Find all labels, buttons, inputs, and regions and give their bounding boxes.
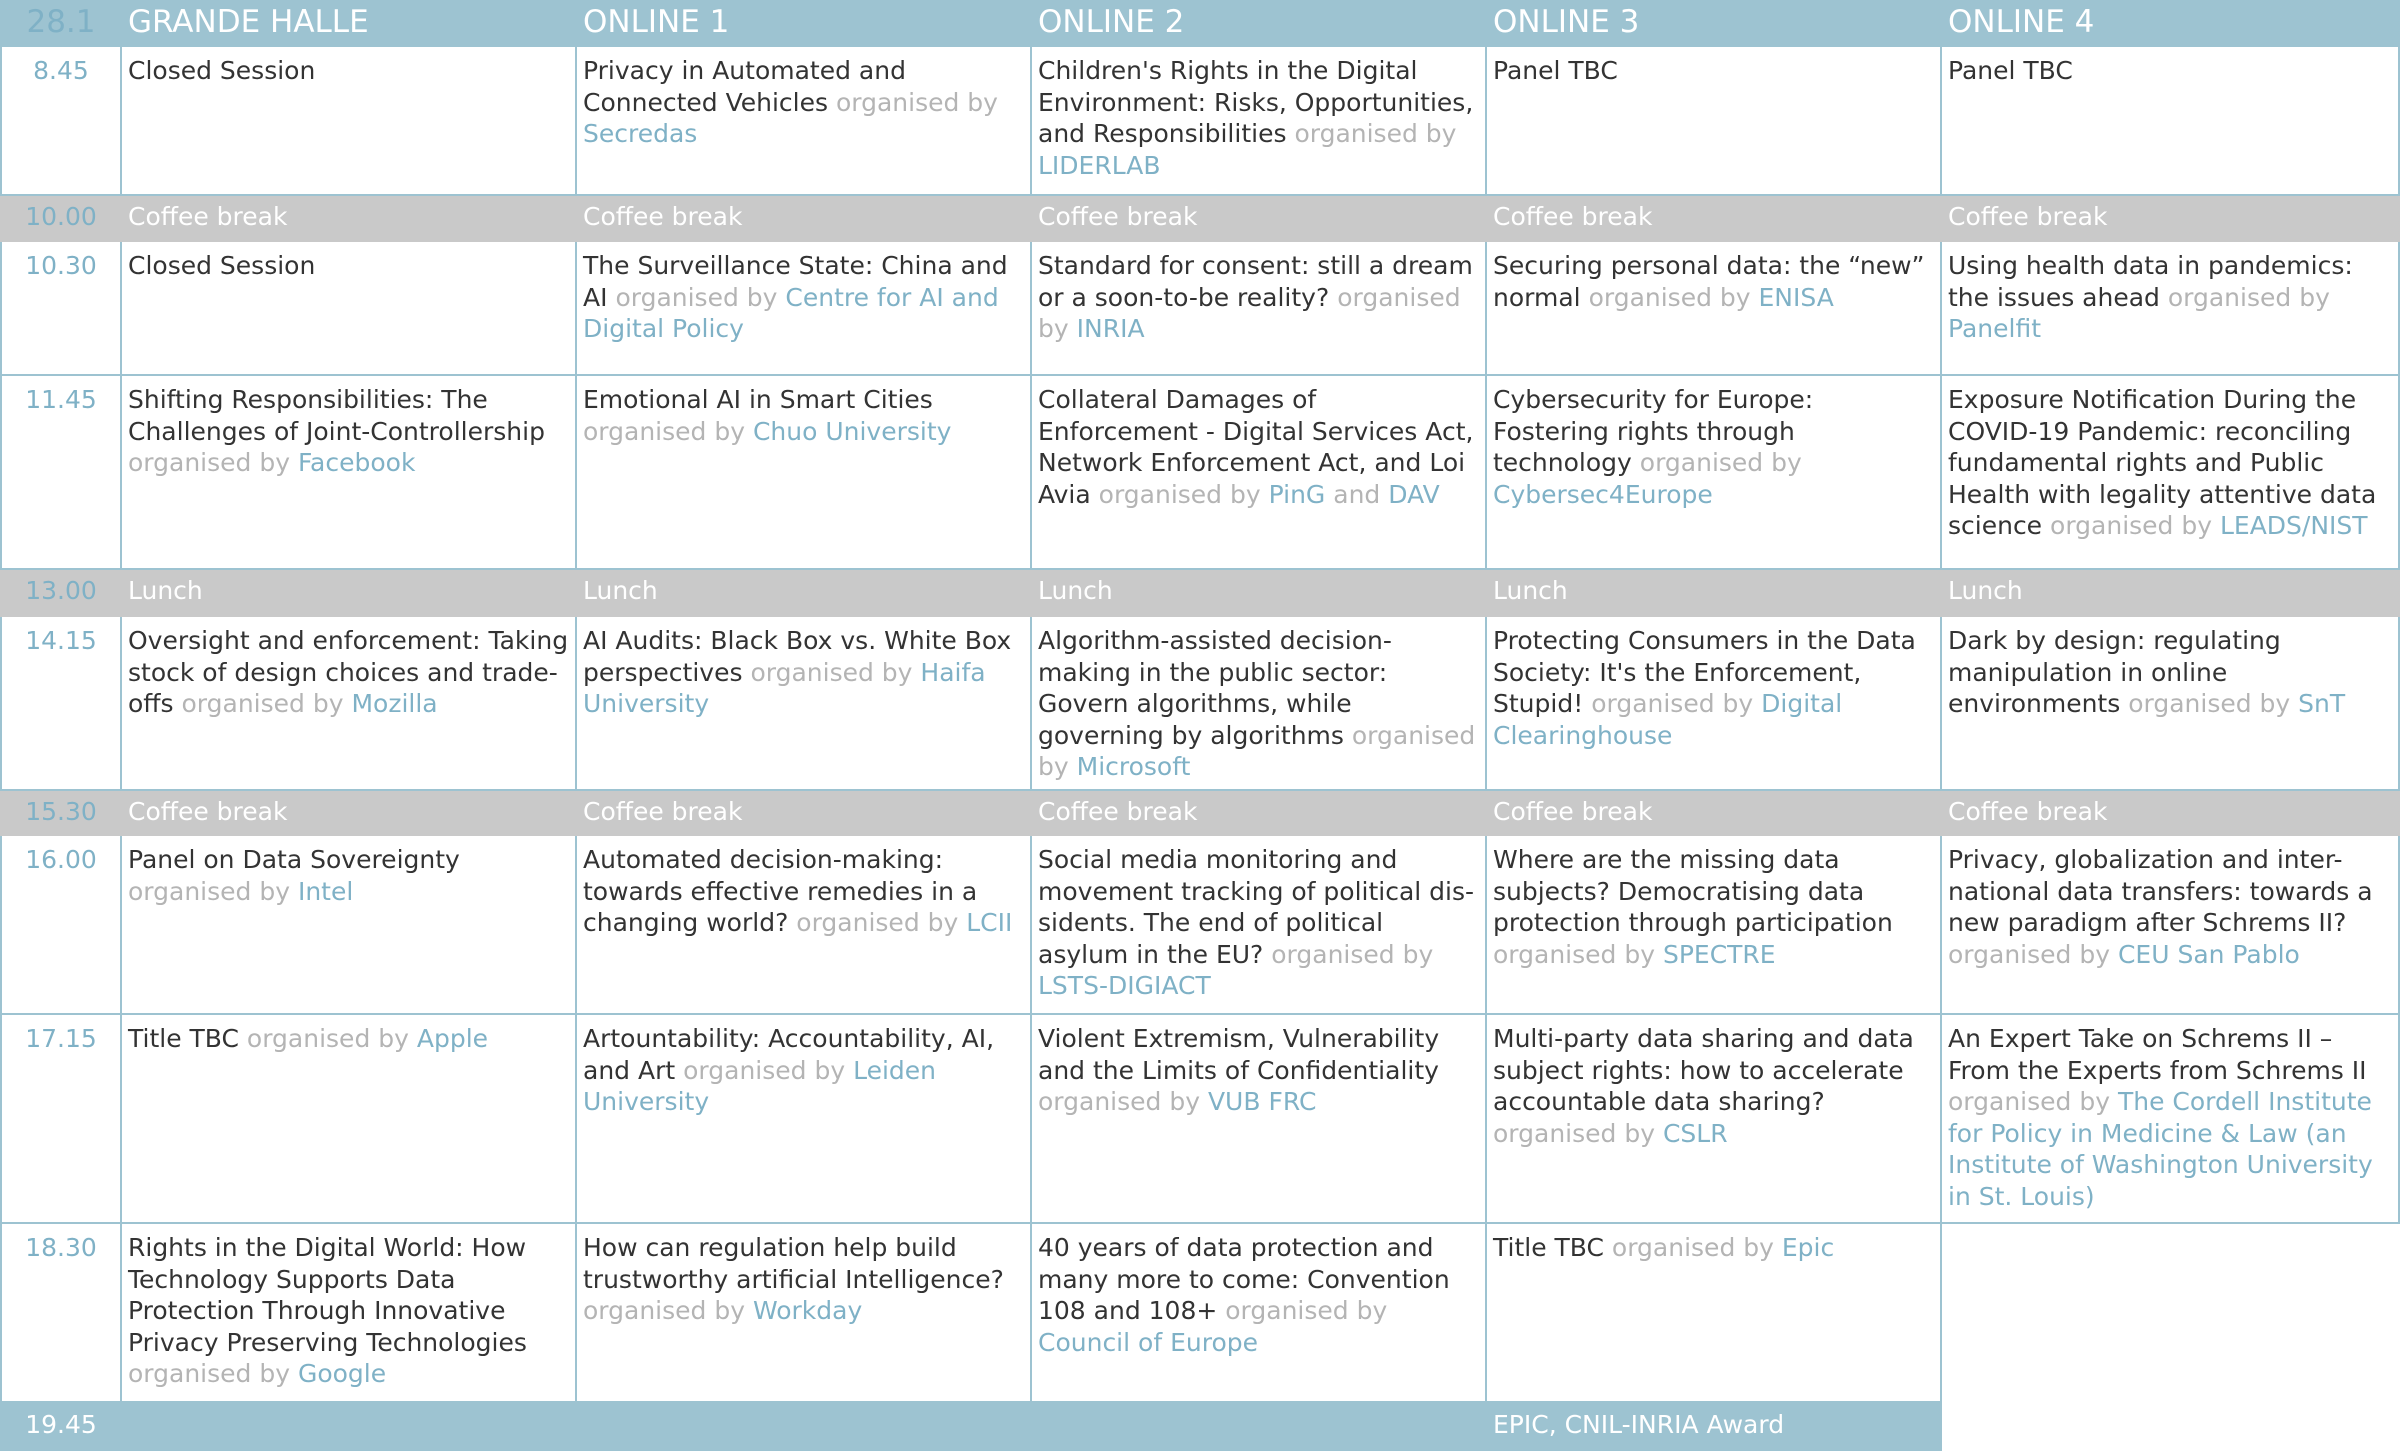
header-room-online-4: ONLINE 4 bbox=[1942, 0, 2400, 47]
organised-by-label: organised by bbox=[1271, 939, 1434, 969]
break-label-grande-halle: Lunch bbox=[122, 570, 577, 617]
organised-by-label: organised by bbox=[1038, 1087, 1200, 1116]
session-online-2 bbox=[1032, 617, 1487, 791]
organiser-name: Facebook bbox=[297, 448, 416, 477]
break-label-online-3: Coffee break bbox=[1487, 196, 1942, 242]
organiser-name: Haifa University bbox=[583, 657, 986, 718]
organiser-name: LSTS-DIGIACT bbox=[1038, 971, 1211, 1000]
organised-by-label: organised by bbox=[2050, 511, 2213, 540]
session-title: Panel on Data Sovereignty bbox=[128, 845, 460, 874]
organiser-name: Workday bbox=[752, 1296, 863, 1325]
session-online-4 bbox=[1942, 617, 2400, 791]
organised-by-label: organised by bbox=[835, 87, 998, 117]
organiser-name: CEU San Pablo bbox=[2117, 939, 2300, 969]
session-title: Securing personal data: the “new” normal bbox=[1493, 251, 1925, 312]
session-time: 18.30 bbox=[0, 1224, 122, 1403]
break-label-online-3: Coffee break bbox=[1487, 791, 1942, 836]
organised-by-label: organised by bbox=[181, 689, 344, 718]
break-label-online-4: Coffee break bbox=[1942, 196, 2400, 242]
header-room-grande-halle: GRANDE HALLE bbox=[122, 0, 577, 47]
session-title: Shifting Responsibilities: The Challenges of Joint-Controllership bbox=[128, 385, 545, 446]
break-label-online-4: Coffee break bbox=[1942, 791, 2400, 836]
organiser-name: Intel bbox=[297, 876, 354, 906]
organised-by-label: organised by bbox=[1294, 119, 1457, 148]
organiser-name: CSLR bbox=[1662, 1118, 1728, 1148]
organiser-name: Secredas bbox=[583, 119, 698, 148]
session-online-3 bbox=[1487, 242, 1942, 376]
organised-by-label: organised by bbox=[796, 908, 959, 937]
session-time: 17.15 bbox=[0, 1015, 122, 1224]
organiser-name: Panelfit bbox=[1948, 314, 2041, 343]
session-grande-halle bbox=[122, 242, 577, 376]
session-title: Panel TBC bbox=[1493, 56, 1618, 85]
session-grande-halle bbox=[122, 1224, 577, 1403]
organiser-name: INRIA bbox=[1076, 314, 1145, 343]
organiser-name: PinG bbox=[1268, 479, 1326, 509]
session-title: Children's Rights in the Digital Environment: Risks, Opportunities, and Responsibilities bbox=[1038, 56, 1474, 148]
session-online-4 bbox=[1942, 376, 2400, 570]
session-title: Using health data in pandemics: the issues ahead bbox=[1948, 251, 2353, 312]
session-online-3 bbox=[1487, 836, 1942, 1015]
organiser-name: VUB FRC bbox=[1207, 1087, 1317, 1116]
organiser-name: The Cordell Institute for Policy in Medicine & Law (an Institute of Washington University in St. Louis) bbox=[1948, 1087, 2373, 1211]
break-label-online-2: Lunch bbox=[1032, 570, 1487, 617]
organiser-name: LIDERLAB bbox=[1038, 150, 1161, 180]
organised-by-label: organised by bbox=[1639, 448, 1802, 477]
session-grande-halle bbox=[122, 617, 577, 791]
session-online-4 bbox=[1942, 1015, 2400, 1224]
session-title: AI Audits: Black Box vs. White Box perspectives bbox=[583, 626, 1012, 687]
session-title: Multi-party data sharing and data subject rights: how to accelerate accountable data sharing? bbox=[1493, 1024, 1914, 1116]
organiser-name: Digital Clearinghouse bbox=[1493, 689, 1843, 750]
session-title: Title TBC bbox=[128, 1024, 239, 1053]
break-time: 10.00 bbox=[0, 196, 122, 242]
session-online-4 bbox=[1942, 47, 2400, 196]
session-title: Cybersecurity for Europe: Fostering rights through technology bbox=[1493, 385, 1814, 477]
break-label-online-1: Coffee break bbox=[577, 196, 1032, 242]
organised-by-label: organised by bbox=[1038, 720, 1476, 781]
session-grande-halle bbox=[122, 836, 577, 1015]
session-online-1 bbox=[577, 836, 1032, 1015]
session-online-2 bbox=[1032, 1015, 1487, 1224]
break-time: 15.30 bbox=[0, 791, 122, 836]
session-online-2 bbox=[1032, 836, 1487, 1015]
organiser-name: SnT bbox=[2298, 689, 2346, 718]
session-time: 11.45 bbox=[0, 376, 122, 570]
organised-by-label: organised by bbox=[615, 282, 778, 312]
session-online-2 bbox=[1032, 376, 1487, 570]
break-label-online-2: Coffee break bbox=[1032, 196, 1487, 242]
session-title: The Surveillance State: China and AI bbox=[583, 251, 1008, 312]
session-online-1 bbox=[577, 1015, 1032, 1224]
session-grande-halle bbox=[122, 1015, 577, 1224]
session-title: Closed Session bbox=[128, 56, 316, 85]
session-online-4 bbox=[1942, 242, 2400, 376]
organiser-name: DAV bbox=[1388, 479, 1440, 509]
organiser-name: LEADS/NIST bbox=[2219, 511, 2368, 540]
session-title: Panel TBC bbox=[1948, 56, 2073, 85]
session-online-2 bbox=[1032, 1224, 1487, 1403]
session-title: Violent Extremism, Vulnerability and the Limits of Confidentiality bbox=[1038, 1024, 1440, 1085]
organiser-name: Cybersec4Europe bbox=[1493, 479, 1713, 509]
session-online-3 bbox=[1487, 617, 1942, 791]
organiser-name: SPECTRE bbox=[1662, 939, 1776, 969]
organised-by-label: organised by bbox=[246, 1024, 409, 1053]
session-title: Privacy in Automated and Connected Vehicles bbox=[583, 56, 906, 117]
break-label-grande-halle: Coffee break bbox=[122, 791, 577, 836]
break-label-online-1: Coffee break bbox=[577, 791, 1032, 836]
organised-by-label: organised by bbox=[683, 1055, 846, 1085]
session-title: Oversight and enforcement: Taking stock of design choices and trade-offs bbox=[128, 626, 569, 718]
session-online-1 bbox=[577, 47, 1032, 196]
break-label-online-1: Lunch bbox=[577, 570, 1032, 617]
session-grande-halle bbox=[122, 47, 577, 196]
organised-by-label: organised by bbox=[583, 1296, 745, 1325]
session-title: Privacy, globalization and inter-national data transfers: towards a new paradigm after Schrems II? bbox=[1948, 845, 2373, 937]
organised-by-label: organised by bbox=[1098, 479, 1261, 509]
session-title: Collateral Damages of Enforcement - Digital Services Act, Network Enforcement Act, and Loi Avia bbox=[1038, 385, 1474, 509]
break-time: 13.00 bbox=[0, 570, 122, 617]
session-online-1 bbox=[577, 1224, 1032, 1403]
header-date: 28.1 bbox=[0, 0, 122, 47]
session-title: 40 years of data protection and many more to come: Convention 108 and 108+ bbox=[1038, 1233, 1450, 1325]
session-title: How can regulation help build trustworthy artificial Intelligence? bbox=[583, 1233, 1004, 1294]
session-online-4 bbox=[1942, 836, 2400, 1015]
organised-by-label: organised by bbox=[128, 448, 290, 477]
organised-by-label: organised by bbox=[750, 657, 913, 687]
session-time: 8.45 bbox=[0, 47, 122, 196]
session-online-1 bbox=[577, 242, 1032, 376]
org-joiner: and bbox=[1333, 479, 1381, 509]
header-room-online-1: ONLINE 1 bbox=[577, 0, 1032, 47]
session-title: Social media monitoring and movement tracking of political dis-sidents. The end of political asylum in the EU? bbox=[1038, 845, 1475, 969]
session-online-3 bbox=[1487, 1224, 1942, 1403]
organised-by-label: organised by bbox=[1038, 282, 1461, 343]
session-online-1 bbox=[577, 376, 1032, 570]
session-title: Closed Session bbox=[128, 251, 316, 280]
session-title: Protecting Consumers in the Data Society: It's the Enforcement, Stupid! bbox=[1493, 626, 1916, 718]
organiser-name: Microsoft bbox=[1076, 752, 1191, 781]
organised-by-label: organised by bbox=[128, 1359, 290, 1388]
organised-by-label: organised by bbox=[1588, 282, 1751, 312]
session-title: Rights in the Digital World: How Technology Supports Data Protection Through Innovative Privacy Preserving Technologies bbox=[128, 1233, 527, 1357]
session-title: An Expert Take on Schrems II – From the Experts from Schrems II bbox=[1948, 1024, 2367, 1085]
session-time: 10.30 bbox=[0, 242, 122, 376]
organised-by-label: organised by bbox=[1948, 939, 2110, 969]
session-title: Algorithm-assisted decision-making in the public sector: Govern algorithms, while governing by algorithms bbox=[1038, 626, 1392, 750]
header-room-online-2: ONLINE 2 bbox=[1032, 0, 1487, 47]
organised-by-label: organised by bbox=[1948, 1087, 2110, 1116]
organised-by-label: organised by bbox=[1591, 689, 1754, 718]
session-grande-halle bbox=[122, 376, 577, 570]
session-title: Dark by design: regulating manipulation in online environments bbox=[1948, 626, 2281, 718]
session-time: 16.00 bbox=[0, 836, 122, 1015]
session-title: Standard for consent: still a dream or a soon-to-be reality? bbox=[1038, 251, 1473, 312]
header-room-online-3: ONLINE 3 bbox=[1487, 0, 1942, 47]
organised-by-label: organised by bbox=[583, 416, 745, 446]
organised-by-label: organised by bbox=[2128, 689, 2291, 718]
break-label-grande-halle: Coffee break bbox=[122, 196, 577, 242]
session-time: 14.15 bbox=[0, 617, 122, 791]
organiser-name: Council of Europe bbox=[1038, 1327, 1258, 1357]
organiser-name: Mozilla bbox=[351, 689, 438, 718]
organised-by-label: organised by bbox=[128, 876, 290, 906]
session-online-3 bbox=[1487, 47, 1942, 196]
organiser-name: Google bbox=[297, 1359, 387, 1388]
break-label-online-2: Coffee break bbox=[1032, 791, 1487, 836]
session-title: Exposure Notification During the COVID-19 Pandemic: reconciling fundamental rights and Public Health with legality attentive data science bbox=[1948, 385, 2377, 540]
session-online-3 bbox=[1487, 376, 1942, 570]
footer-event: EPIC, CNIL-INRIA Award bbox=[1487, 1403, 1942, 1451]
session-online-2 bbox=[1032, 47, 1487, 196]
break-label-online-3: Lunch bbox=[1487, 570, 1942, 617]
session-title: Where are the missing data subjects? Democratising data protection through participation bbox=[1493, 845, 1893, 937]
session-online-1 bbox=[577, 617, 1032, 791]
organised-by-label: organised by bbox=[1225, 1296, 1388, 1325]
organised-by-label: organised by bbox=[1493, 939, 1655, 969]
session-title: Emotional AI in Smart Cities bbox=[583, 385, 933, 414]
session-title: Artountability: Accountability, AI, and Art bbox=[583, 1024, 995, 1085]
organised-by-label: organised by bbox=[1493, 1118, 1655, 1148]
session-title: Automated decision-making: towards effective remedies in a changing world? bbox=[583, 845, 978, 937]
session-online-3 bbox=[1487, 1015, 1942, 1224]
organiser-name: Centre for AI and Digital Policy bbox=[583, 282, 999, 343]
organiser-name: Epic bbox=[1781, 1233, 1835, 1262]
footer-bar-spacer bbox=[122, 1403, 1487, 1451]
organised-by-label: organised by bbox=[2167, 282, 2330, 312]
organiser-name: LCII bbox=[966, 908, 1013, 937]
break-label-online-4: Lunch bbox=[1942, 570, 2400, 617]
organiser-name: Apple bbox=[416, 1024, 489, 1053]
footer-time: 19.45 bbox=[0, 1403, 122, 1451]
organiser-name: ENISA bbox=[1758, 282, 1834, 312]
session-title: Title TBC bbox=[1493, 1233, 1604, 1262]
organiser-name: Chuo University bbox=[752, 416, 952, 446]
organised-by-label: organised by bbox=[1611, 1233, 1774, 1262]
session-online-2 bbox=[1032, 242, 1487, 376]
organiser-name: Leiden University bbox=[583, 1055, 936, 1116]
